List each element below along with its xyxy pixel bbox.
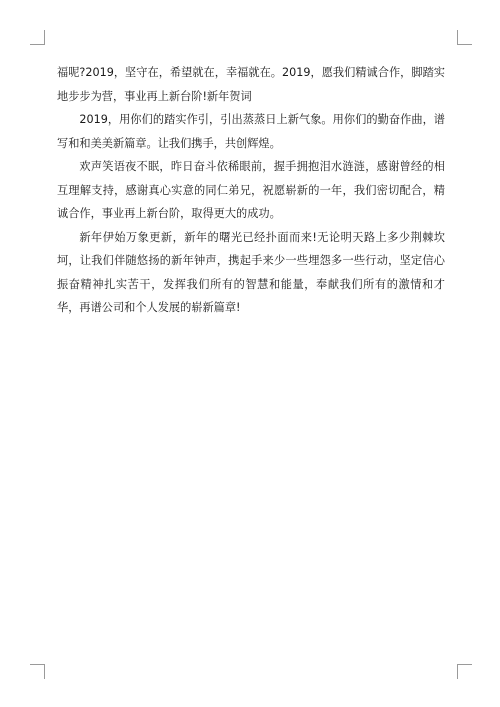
crop-mark-bottom-right [457,664,472,679]
document-body [57,61,445,320]
paragraph-4: 新年伊始万象更新，新年的曙光已经扑面而来!无论明天路上多少荆棘坎坷，让我们伴随悠扬的新年钟声，携起手来少一些埋怨多一些行动，坚定信心振奋精神扎实苦干，发挥我们所有的智慧和能量，奉献我们所有的激情和才华，再谱公司和个人发展的崭新篇章! [57,230,445,314]
crop-mark-top-right [457,30,472,45]
paragraph-1: 福呢?2019，坚守在，希望就在，幸福就在。2019，愿我们精诚合作，脚踏实地步步为营，事业再上新台阶!新年贺词 [57,66,445,103]
paragraph-2: 2019，用你们的踏实作引，引出蒸蒸日上新气象。用你们的勤奋作曲，谱写和和美美新篇章。让我们携手，共创辉煌。 [57,113,445,150]
crop-mark-bottom-left [30,664,45,679]
paragraph-3: 欢声笑语夜不眠，昨日奋斗依稀眼前，握手拥抱泪水涟涟，感谢曾经的相互理解支持，感谢真心实意的同仁弟兄，祝愿崭新的一年，我们密切配合，精诚合作，事业再上新台阶，取得更大的成功。 [57,160,445,220]
crop-mark-top-left [30,30,45,45]
